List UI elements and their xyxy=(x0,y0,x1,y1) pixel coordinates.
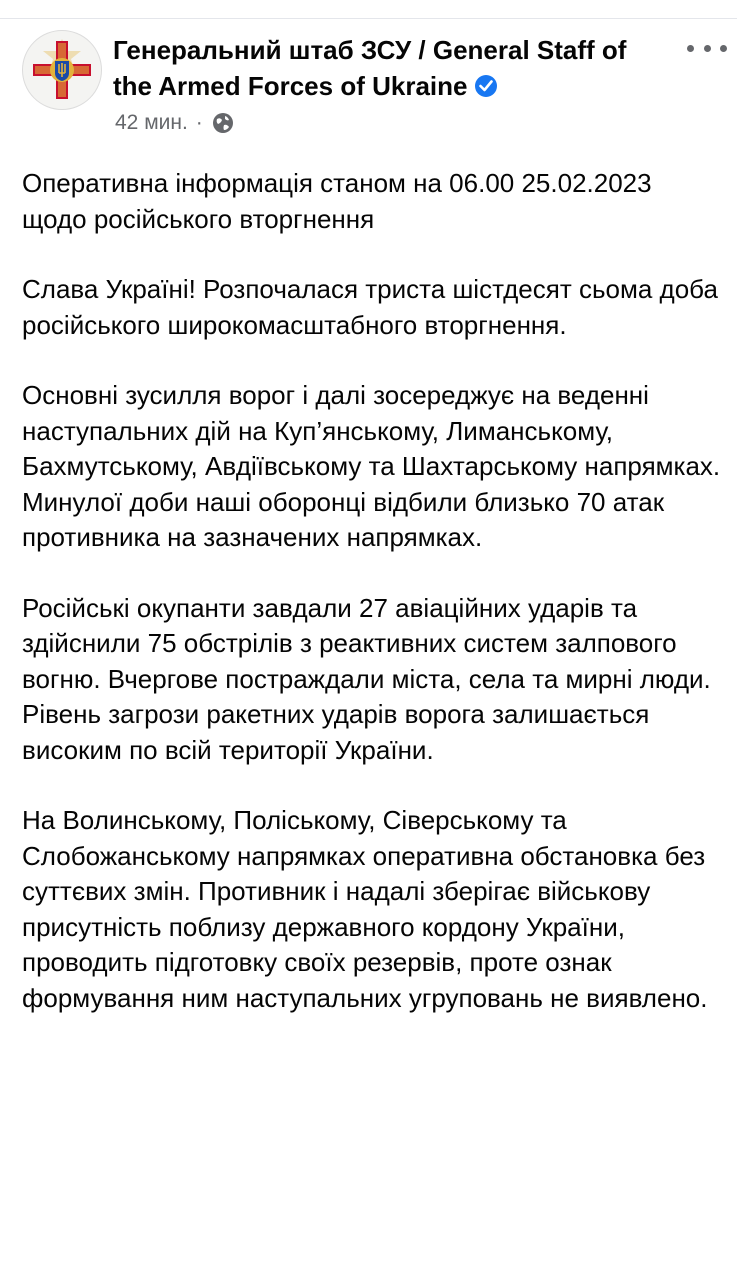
post-paragraph: Основні зусилля ворог і далі зосереджує на веденні наступальних дій на Куп’янському, Лиманському, Бахмутському, Авдіївському та Шахтарському напрямках. Минулої доби наші оборонці відбили близько 70 атак противника на зазначених напрямках. xyxy=(22,380,721,552)
general-staff-emblem-icon xyxy=(23,31,101,109)
post-text xyxy=(22,166,722,1051)
meta-separator: · xyxy=(195,111,203,134)
post-paragraph: На Волинському, Поліському, Сіверському та Слобожанському напрямках оперативна обстановка без суттєвих змін. Противник і надалі зберігає військову присутність поблизу державного кордону України, проводить підготовку своїх резервів, проте ознак формування ним наступальних угруповань не виявлено. xyxy=(22,805,708,1013)
post-header xyxy=(0,19,737,149)
post-paragraph: Слава Україні! Розпочалася триста шістдесят сьома доба російського широкомасштабного вторгнення. xyxy=(22,274,718,340)
post-meta xyxy=(115,107,234,139)
post-author[interactable] xyxy=(113,32,653,104)
verified-badge-icon xyxy=(475,75,497,97)
post-paragraph: Оперативна інформація станом на 06.00 25.02.2023 щодо російського вторгнення xyxy=(22,168,652,234)
post-timestamp[interactable]: 42 мин. xyxy=(115,111,188,134)
more-options-icon[interactable] xyxy=(687,33,727,63)
page-avatar[interactable] xyxy=(22,30,102,110)
post-paragraph: Російські окупанти завдали 27 авіаційних ударів та здійснили 75 обстрілів з реактивних систем залпового вогню. Вчергове постраждали міста, села та мирні люди. Рівень загрози ракетних ударів ворога залишається високим по всій території України. xyxy=(22,592,711,765)
author-name[interactable]: Генеральний штаб ЗСУ / General Staff of the Armed Forces of Ukraine xyxy=(113,35,627,101)
globe-icon[interactable] xyxy=(212,112,234,134)
